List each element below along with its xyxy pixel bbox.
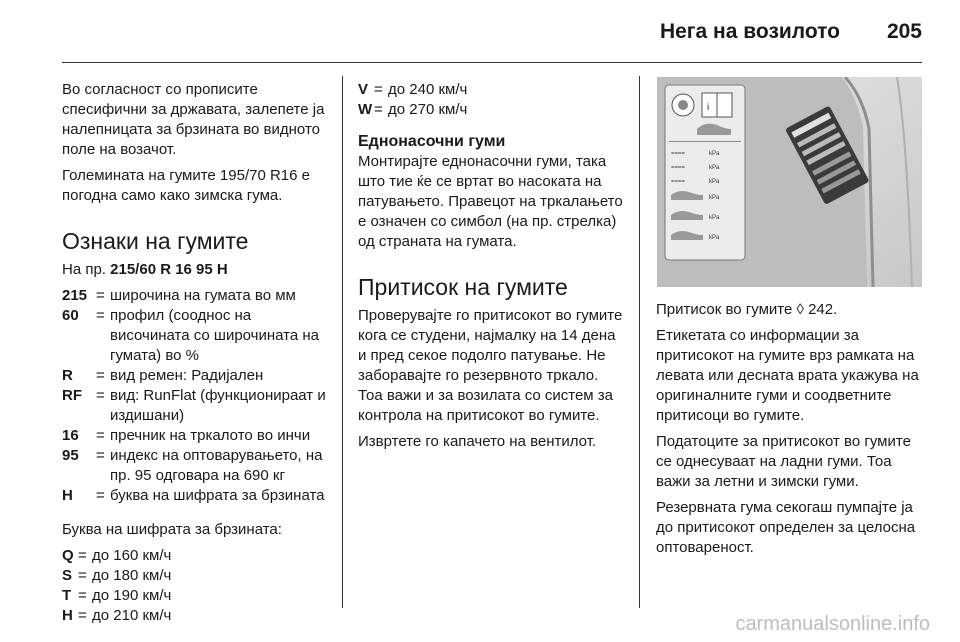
definition-term: 16 [62, 427, 79, 444]
page-number: 205 [886, 20, 922, 43]
tire-pressure-label-illustration [657, 77, 922, 287]
valve-cap-text: Извртете го капачето на вентилот. [358, 433, 597, 450]
equals-sign: = [78, 547, 87, 564]
equals-sign: = [78, 567, 87, 584]
directional-tires-heading: Еднонасочни гуми [358, 133, 506, 150]
pressure-unit: kPa [709, 235, 720, 241]
pressure-reference: Притисок во гумите ◊ 242. [656, 301, 838, 318]
definition-term: 60 [62, 307, 79, 324]
watermark: carmanualsonline.info [735, 613, 930, 635]
tire-pressure-heading: Притисок на гумите [358, 274, 568, 300]
column-left [62, 80, 330, 634]
speed-value: до 270 км/ч [388, 101, 468, 118]
definition-text: профил (сооднос на височината со широчината на гумата) во % [110, 307, 320, 364]
speed-letter: W [358, 101, 373, 118]
definition-term: 95 [62, 447, 79, 464]
svg-text:====: ==== [671, 151, 686, 157]
page-header-title: Нега на возилото [659, 20, 840, 43]
equals-sign: = [96, 307, 105, 324]
definition-text: пречник на тркалото во инчи [110, 427, 311, 444]
speed-letter: V [358, 81, 369, 98]
definition-text: вид ремен: Радијален [110, 367, 264, 384]
speed-row [62, 606, 330, 626]
tire-pressure-text: Проверувајте го притисокот во гумите кога се студени, најмалку на 14 дена и пред секое подолго патување. Не заборавајте го резервното тркало. Тоа важи и за возилата со систем за контрола на притисокот во гумите. [358, 307, 623, 424]
tire-markings-heading: Ознаки на гумите [62, 228, 249, 254]
speed-value: до 160 км/ч [92, 547, 172, 564]
speed-row [358, 80, 626, 100]
definition-row [62, 366, 330, 386]
definition-term: R [62, 367, 73, 384]
definition-row [62, 426, 330, 446]
speed-row [62, 546, 330, 566]
speed-letter: H [62, 607, 73, 624]
label-location-text: Етикетата со информации за притисокот на гумите врз рамката на левата или десната врата укажува на оригиналните гуми и соодветните притисоци во гумите. [656, 327, 919, 424]
speed-value: до 180 км/ч [92, 567, 172, 584]
intro-paragraph: Во согласност со прописите спесифични за државата, залепете ја налепницата за брзината во видното поле на возачот. [62, 81, 325, 158]
speed-row [62, 586, 330, 606]
pressure-unit: kPa [709, 151, 720, 157]
definition-row [62, 486, 330, 506]
example-code: 215/60 R 16 95 H [110, 261, 228, 278]
definition-text: индекс на оптоварувањето, на пр. 95 одговара на 690 кг [110, 447, 323, 484]
definition-row [62, 286, 330, 306]
column-divider-left [342, 76, 343, 608]
speed-value: до 240 км/ч [388, 81, 468, 98]
definition-row [62, 446, 330, 486]
column-right [656, 300, 926, 564]
pressure-unit: kPa [709, 195, 720, 201]
pressure-unit: kPa [709, 165, 720, 171]
pressure-unit: kPa [709, 215, 720, 221]
equals-sign: = [96, 387, 105, 404]
definition-row [62, 386, 330, 426]
speed-code-list [62, 546, 330, 626]
column-divider-right [639, 76, 640, 608]
speed-letter: T [62, 587, 72, 604]
definition-text: буква на шифрата за брзината [110, 487, 325, 504]
svg-text:i: i [707, 102, 710, 113]
speed-code-list-continued [358, 80, 626, 120]
definition-term: H [62, 487, 73, 504]
svg-text:====: ==== [671, 179, 686, 185]
speed-value: до 210 км/ч [92, 607, 172, 624]
equals-sign: = [96, 427, 105, 444]
equals-sign: = [96, 287, 105, 304]
svg-text:====: ==== [671, 165, 686, 171]
speed-code-intro: Буква на шифрата за брзината: [62, 521, 282, 538]
tire-example [62, 260, 330, 280]
equals-sign: = [374, 101, 383, 118]
speed-row [358, 100, 626, 120]
speed-letter: S [62, 567, 73, 584]
definition-term: RF [62, 387, 82, 404]
door-frame-illustration [657, 77, 922, 287]
header-rule [62, 62, 922, 63]
equals-sign: = [78, 587, 87, 604]
directional-tires-text: Монтирајте еднонасочни гуми, така што тие ќе се вртат во насоката на патувањето. Правецот на тркалањето е означен со симбол (на пр. стрелка) од страната на гумата. [358, 153, 623, 250]
cold-tires-text: Податоците за притисокот во гумите се однесуваат на ладни гуми. Тоа важи за летни и зимски гуми. [656, 433, 911, 490]
pressure-unit: kPa [709, 179, 720, 185]
definition-term: 215 [62, 287, 88, 304]
equals-sign: = [96, 487, 105, 504]
speed-row [62, 566, 330, 586]
spare-tire-text: Резервната гума секогаш пумпајте ја до притисокот определен за целосна оптовареност. [656, 499, 916, 556]
column-middle [358, 80, 626, 458]
equals-sign: = [96, 367, 105, 384]
tire-code-definitions [62, 286, 330, 506]
example-prefix: На пр. [62, 261, 111, 278]
definition-row [62, 306, 330, 366]
equals-sign: = [96, 447, 105, 464]
definition-text: вид: RunFlat (функционираат и издишани) [110, 387, 326, 424]
winter-tire-paragraph: Големината на гумите 195/70 R16 е погодна само како зимска гума. [62, 167, 310, 204]
speed-letter: Q [62, 547, 74, 564]
equals-sign: = [78, 607, 87, 624]
definition-text: широчина на гумата во мм [110, 287, 296, 304]
speed-value: до 190 км/ч [92, 587, 172, 604]
equals-sign: = [374, 81, 383, 98]
